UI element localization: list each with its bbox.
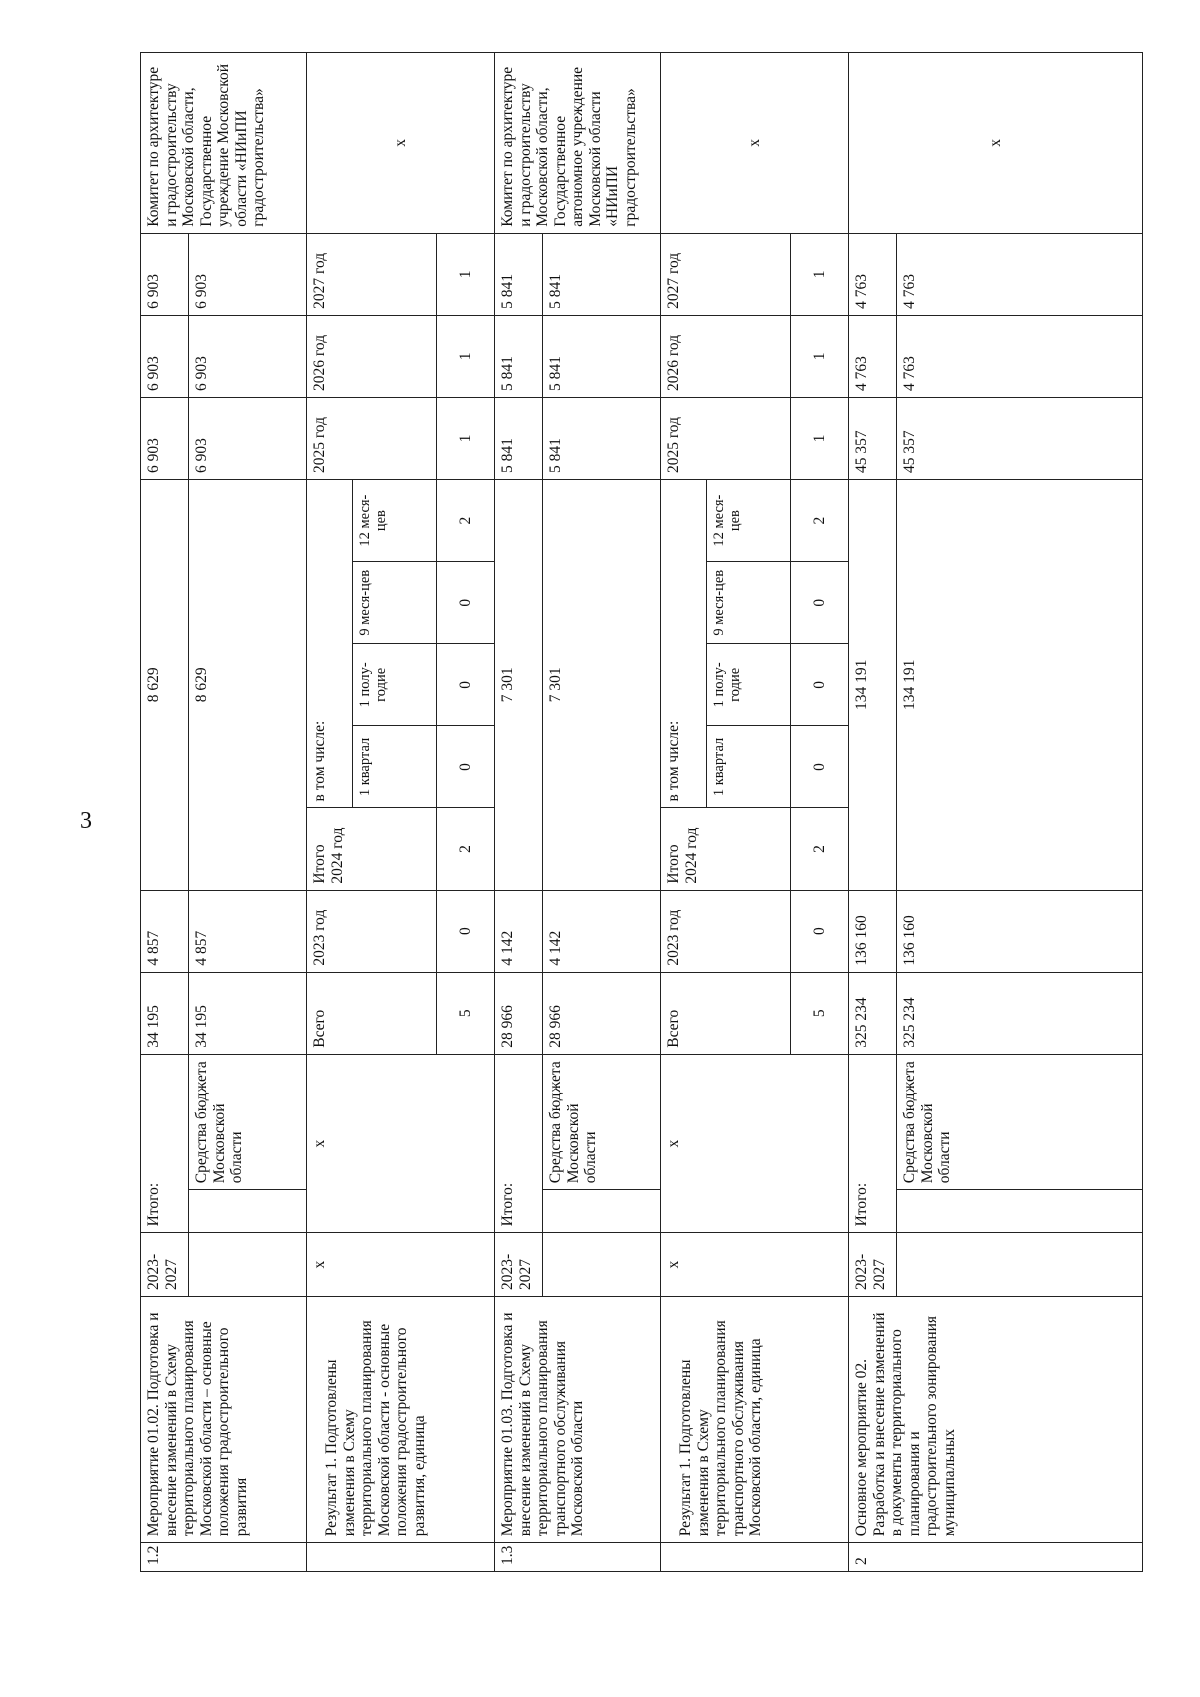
itogo-2027: 6 903: [141, 233, 189, 315]
period-x: х: [307, 1233, 495, 1297]
budget-2027: 5 841: [543, 233, 661, 315]
page-number: 3: [80, 808, 92, 834]
itogo-2024: 8 629: [141, 480, 189, 891]
budget-label: Средства бюджета Московской области: [189, 1054, 307, 1189]
val-h1: 0: [437, 644, 495, 726]
itogo-2026: 5 841: [495, 315, 543, 397]
itogo-2024: 7 301: [495, 480, 543, 891]
hdr-total: Всего: [307, 972, 437, 1054]
measure-name: Мероприятие 01.03. Подготовка и внесение изменений в Схему территориального планирования транспортного обслуживания Московской области: [495, 1296, 661, 1542]
executor: Комитет по архитектуре и градостроительству Московской области, Государственное автономное учреждение Московской области «НИиПИ градостроительства»: [495, 53, 661, 234]
itogo-2023: 4 857: [141, 890, 189, 972]
itogo-2023: 4 142: [495, 890, 543, 972]
row-number-blank: [307, 1543, 495, 1572]
table-row: [141, 53, 189, 1572]
itogo-label: Итого:: [849, 1054, 897, 1233]
hdr-m12: 12 меся-цев: [353, 480, 437, 562]
itogo-2025: 45 357: [849, 397, 897, 479]
result-name: Результат 1. Подготовлены изменения в Схему территориального планирования Московской области - основные положения градостроительного развития, единица: [307, 1296, 495, 1542]
val-m9: 0: [437, 562, 495, 644]
budget-total: 34 195: [189, 972, 307, 1054]
budget-label: Средства бюджета Московской области: [543, 1054, 661, 1189]
budget-2026: 6 903: [189, 315, 307, 397]
table-row: [849, 53, 897, 1572]
hdr-m9: 9 меся-цев: [707, 562, 791, 644]
period: 2023-2027: [849, 1233, 897, 1297]
budget-2024: 7 301: [543, 480, 661, 891]
budget-2025: 45 357: [897, 397, 1143, 479]
budget-2027: 6 903: [189, 233, 307, 315]
hdr-itogo-2024: Итого 2024 год: [307, 808, 437, 890]
itogo-label: Итого:: [495, 1054, 543, 1233]
row-number: 2: [849, 1543, 1143, 1572]
period-blank: [543, 1233, 661, 1297]
hdr-h1: 1 полу-годие: [707, 644, 791, 726]
executor-x: х: [661, 53, 849, 234]
val-itogo-2024: 2: [791, 808, 849, 890]
hdr-2027: 2027 год: [307, 233, 437, 315]
val-q1: 0: [791, 726, 849, 808]
val-m9: 0: [791, 562, 849, 644]
period: 2023-2027: [495, 1233, 543, 1297]
hdr-itogo-2024: Итого 2024 год: [661, 808, 791, 890]
period-blank: [897, 1233, 1143, 1297]
val-2026: 1: [437, 315, 495, 397]
val-m12: 2: [437, 480, 495, 562]
itogo-2027: 5 841: [495, 233, 543, 315]
val-2026: 1: [791, 315, 849, 397]
val-2023: 0: [791, 890, 849, 972]
indent-blank: [543, 1190, 661, 1233]
budget-2023: 136 160: [897, 890, 1143, 972]
val-2023: 0: [437, 890, 495, 972]
executor: Комитет по архитектуре и градостроительству Московской области, Государственное учреждение Московской области «НИиПИ градостроительства»: [141, 53, 307, 234]
source-x: х: [661, 1054, 849, 1233]
rotated-table-container: [140, 52, 1143, 1572]
budget-2023: 4 857: [189, 890, 307, 972]
budget-2026: 4 763: [897, 315, 1143, 397]
itogo-2024: 134 191: [849, 480, 897, 891]
row-number: 1.2: [141, 1543, 307, 1572]
budget-2024: 8 629: [189, 480, 307, 891]
period: 2023-2027: [141, 1233, 189, 1297]
val-h1: 0: [791, 644, 849, 726]
itogo-total: 28 966: [495, 972, 543, 1054]
hdr-incl: в том числе:: [307, 480, 353, 808]
itogo-total: 325 234: [849, 972, 897, 1054]
itogo-2026: 4 763: [849, 315, 897, 397]
measure-name: Мероприятие 01.02. Подготовка и внесение изменений в Схему территориального планирования Московской области – основные положения градостроительного развития: [141, 1296, 307, 1542]
budget-label: Средства бюджета Московской области: [897, 1054, 1143, 1189]
hdr-q1: 1 квартал: [353, 726, 437, 808]
hdr-q1: 1 квартал: [707, 726, 791, 808]
indent-blank: [897, 1190, 1143, 1233]
budget-table: [140, 52, 1143, 1572]
row-number-blank: [661, 1543, 849, 1572]
itogo-2023: 136 160: [849, 890, 897, 972]
itogo-2026: 6 903: [141, 315, 189, 397]
hdr-incl: в том числе:: [661, 480, 707, 808]
budget-2026: 5 841: [543, 315, 661, 397]
budget-2025: 6 903: [189, 397, 307, 479]
row-number: 1.3: [495, 1543, 661, 1572]
hdr-total: Всего: [661, 972, 791, 1054]
itogo-2025: 5 841: [495, 397, 543, 479]
itogo-2027: 4 763: [849, 233, 897, 315]
hdr-m9: 9 меся-цев: [353, 562, 437, 644]
val-2025: 1: [791, 397, 849, 479]
executor-x: х: [849, 53, 1143, 234]
executor-x: х: [307, 53, 495, 234]
table-row: [495, 53, 543, 1572]
val-total: 5: [791, 972, 849, 1054]
hdr-2027: 2027 год: [661, 233, 791, 315]
hdr-2025: 2025 год: [661, 397, 791, 479]
itogo-total: 34 195: [141, 972, 189, 1054]
val-2025: 1: [437, 397, 495, 479]
hdr-h1: 1 полу-годие: [353, 644, 437, 726]
itogo-label: Итого:: [141, 1054, 189, 1233]
measure-name: Основное мероприятие 02. Разработка и внесение изменений в документы территориального планирования и градостроительного зонирования муниципальных: [849, 1296, 1143, 1542]
table-row: [661, 53, 707, 1572]
hdr-2025: 2025 год: [307, 397, 437, 479]
table-row: [307, 53, 353, 1572]
val-itogo-2024: 2: [437, 808, 495, 890]
hdr-2026: 2026 год: [307, 315, 437, 397]
itogo-2025: 6 903: [141, 397, 189, 479]
budget-2023: 4 142: [543, 890, 661, 972]
val-2027: 1: [437, 233, 495, 315]
budget-total: 28 966: [543, 972, 661, 1054]
val-q1: 0: [437, 726, 495, 808]
val-total: 5: [437, 972, 495, 1054]
hdr-m12: 12 меся-цев: [707, 480, 791, 562]
budget-2024: 134 191: [897, 480, 1143, 891]
result-name: Результат 1. Подготовлены изменения в Схему территориального планирования транспортного обслуживания Московской области, единица: [661, 1296, 849, 1542]
hdr-2026: 2026 год: [661, 315, 791, 397]
hdr-2023: 2023 год: [307, 890, 437, 972]
period-x: х: [661, 1233, 849, 1297]
val-2027: 1: [791, 233, 849, 315]
budget-total: 325 234: [897, 972, 1143, 1054]
budget-2027: 4 763: [897, 233, 1143, 315]
budget-2025: 5 841: [543, 397, 661, 479]
hdr-2023: 2023 год: [661, 890, 791, 972]
indent-blank: [189, 1190, 307, 1233]
val-m12: 2: [791, 480, 849, 562]
period-blank: [189, 1233, 307, 1297]
source-x: х: [307, 1054, 495, 1233]
